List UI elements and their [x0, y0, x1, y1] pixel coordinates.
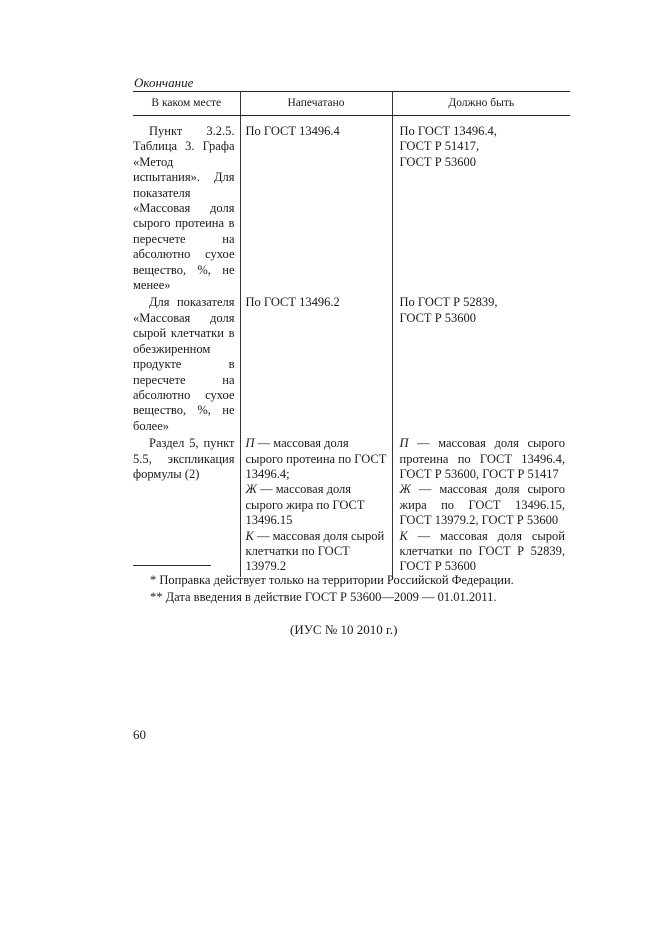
cell-printed	[240, 116, 392, 296]
should-line: ГОСТ Р 51417,	[399, 139, 480, 154]
formula-variable: П	[399, 436, 409, 451]
should-item	[400, 436, 566, 482]
variable-description: — массовая доля сырого протеина по ГОСТ 13496.4, ГОСТ Р 53600, ГОСТ Р 51417	[399, 436, 565, 481]
printed-item	[246, 436, 387, 482]
table-header-row	[133, 92, 570, 116]
header-printed: Напечатано	[240, 92, 392, 116]
table-row	[133, 116, 570, 296]
cell-location: Пункт 3.2.5. Таблица 3. Графа «Метод испытания». Для показателя «Массовая доля сырого протеина в пересчете на абсолютно сухое вещество, %, не менее»	[133, 124, 235, 293]
variable-description: — массовая доля сырой клетчатки по ГОСТ 13979.2	[245, 528, 385, 574]
footnote: ** Дата введения в действие ГОСТ Р 53600—2009 — 01.01.2011.	[150, 589, 497, 604]
should-line: ГОСТ Р 53600	[399, 310, 477, 325]
table-row	[133, 295, 570, 436]
continuation-label: Окончание	[134, 75, 194, 90]
correction-table	[133, 91, 570, 577]
formula-variable: Ж	[399, 482, 411, 497]
should-item	[400, 482, 566, 528]
formula-variable: К	[245, 528, 254, 543]
cell-should-be	[392, 116, 570, 296]
source-note: (ИУС № 10 2010 г.)	[290, 622, 398, 637]
table-row	[133, 436, 570, 577]
footnotes	[150, 572, 514, 605]
should-line: ГОСТ Р 53600	[399, 154, 477, 169]
formula-variable: Ж	[245, 482, 257, 497]
should-item	[400, 529, 566, 575]
should-line: По ГОСТ 13496.4,	[399, 124, 497, 138]
footnote-divider	[133, 565, 211, 566]
variable-description: — массовая доля сырого жира по ГОСТ 13496.15	[245, 482, 365, 528]
cell-location: Раздел 5, пункт 5.5, экспликация формулы (2)	[133, 436, 235, 481]
printed-line: По ГОСТ 13496.4	[245, 124, 340, 138]
formula-variable: К	[399, 528, 408, 543]
header-should-be: Должно быть	[392, 92, 570, 116]
page-number: 60	[133, 727, 146, 742]
printed-item	[246, 529, 387, 575]
cell-printed	[240, 295, 392, 436]
cell-location: Для показателя «Массовая доля сырой клетчатки в обезжиренном продукте в пересчете на абсолютно сухое вещество, %, не более»	[133, 295, 235, 433]
printed-line: По ГОСТ 13496.2	[245, 295, 340, 310]
variable-description: — массовая доля сырой клетчатки по ГОСТ Р 52839, ГОСТ Р 53600	[399, 528, 565, 574]
should-line: По ГОСТ Р 52839,	[399, 295, 498, 310]
cell-printed	[240, 436, 392, 577]
formula-variable: П	[245, 436, 255, 451]
variable-description: — массовая доля сырого протеина по ГОСТ 13496.4;	[245, 436, 387, 481]
cell-should-be	[392, 295, 570, 436]
footnote: * Поправка действует только на территории Российской Федерации.	[150, 573, 514, 587]
cell-should-be	[392, 436, 570, 577]
printed-item	[246, 482, 387, 528]
header-location: В каком месте	[133, 92, 240, 116]
variable-description: — массовая доля сырого жира по ГОСТ 13496.15, ГОСТ 13979.2, ГОСТ Р 53600	[399, 482, 565, 528]
